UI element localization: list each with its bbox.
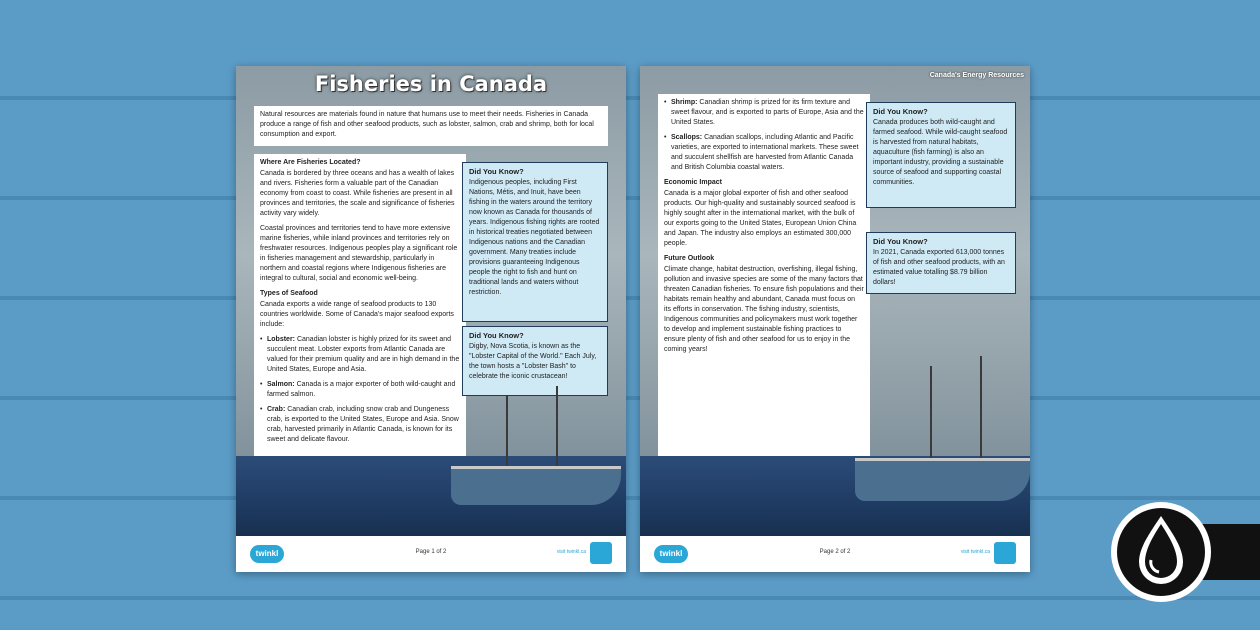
where-paragraph-2: Coastal provinces and territories tend to have more extensive marine fisheries, while inland provinces and territories rely on freshwater resources. Indigenous peoples play a significant role in fisheries management and stewardship, particularly in northern and coastal regions where Indigenous fisheries are integral to cultural, social and economic well-being. [260,225,458,282]
bullet-label: Shrimp: [671,99,698,106]
where-paragraph-1: Canada is bordered by three oceans and has a wealth of lakes and rivers. Fisheries form a valuable part of the Canadian economy from coast to coast. While fisheries are present in all provinces and territories, the scale and significance of fisheries activity vary widely. [260,170,455,217]
future-heading: Future Outlook [664,255,715,262]
types-paragraph: Canada exports a wide range of seafood products to 130 countries worldwide. Some of Canada's major seafood exports include: [260,301,454,328]
bullet-scallops [664,133,864,173]
future-paragraph: Climate change, habitat destruction, overfishing, illegal fishing, pollution and invasive species are some of the many factors that threaten Canadian fisheries. To ensure fish populations and their habitats remain healthy and abundant, Canada must focus on its efforts in conservation. The fishing industry, scientists, Indigenous communities and policymakers must work together to develop and implement sustainable fishing practices to ensure plenty of fish and other seafood for us to enjoy in the coming years! [664,266,864,353]
worksheet-page-1 [236,66,626,572]
bullet-lobster [260,335,460,375]
did-you-know-box-1 [462,162,608,322]
dyk-heading: Did You Know? [873,107,928,116]
page-number: Page 1 of 2 [415,549,447,555]
bullet-label: Scallops: [671,134,703,141]
did-you-know-box-1 [866,102,1016,208]
page-footer [236,536,626,572]
ship-mast [556,386,558,476]
dyk-text: Canada produces both wild-caught and farmed seafood. While wild-caught seafood is harvested from natural habitats, aquaculture (fish farming) is also an important industry, providing a sustainable source of seafood and supporting coastal communities. [873,119,1008,186]
badge-icon [590,542,612,564]
oil-drop-icon [1111,502,1211,602]
did-you-know-box-2 [462,326,608,396]
dyk-text: Digby, Nova Scotia, is known as the "Lobster Capital of the World." Each July, the town hosts a "Lobster Bash" to celebrate the iconic crustacean! [469,343,597,380]
page-title: Fisheries in Canada [314,72,548,96]
dyk-heading: Did You Know? [469,167,524,176]
page-footer [640,536,1030,572]
bullet-crab [260,405,460,445]
bullet-text: Canadian lobster is highly prized for its sweet and succulent meat. Lobster exports from Atlantic Canada are valued for their premium quality and are in high demand in the United States, Europe and Asia. [267,336,460,373]
page-number: Page 2 of 2 [819,549,851,555]
did-you-know-box-2 [866,232,1016,294]
site-link: visit twinkl.ca [556,549,586,555]
dyk-text: Indigenous peoples, including First Nations, Métis, and Inuit, have been fishing in the waters around the territory now known as Canada for thousands of years. Indigenous fishing rights are rooted in historical treaties negotiated between Indigenous nations and the Canadian government. Many treaties include provisions guaranteeing Indigenous people the right to fish and hunt on traditional lands and waters without restriction. [469,179,600,296]
twinkl-logo: twinkl [654,545,688,563]
bullet-text: Canadian scallops, including Atlantic and Pacific varieties, are exported to international markets. These sweet and succulent shellfish are harvested from Atlantic Canada and British Columbia coastal waters. [671,134,859,171]
types-heading: Types of Seafood [260,290,318,297]
header-tag: Canada's Energy Resources [929,72,1024,79]
bullet-label: Salmon: [267,381,295,388]
ship-mast [930,366,932,466]
ship-mast [980,356,982,466]
bullet-text: Canada is a major exporter of both wild-caught and farmed salmon. [267,381,456,398]
economic-heading: Economic Impact [664,179,722,186]
bullet-label: Crab: [267,406,286,413]
fishing-boat-illustration [855,458,1030,501]
intro-box [254,106,608,146]
twinkl-logo: twinkl [250,545,284,563]
intro-text: Natural resources are materials found in nature that humans use to meet their needs. Fisheries in Canada produce a range of fish and other seafood products, such as lobster, salmon, crab and shrimp, both for local consumption and export. [260,111,594,138]
bullet-text: Canadian crab, including snow crab and Dungeness crab, is exported to the United States, Europe and Asia. Snow crab, harvested primarily in Atlantic Canada, is known for its sweet and delicate flavour. [267,406,459,443]
ship-mast [506,396,508,476]
main-text-box [658,94,870,484]
dyk-heading: Did You Know? [469,331,524,340]
bullet-shrimp [664,98,864,128]
where-heading: Where Are Fisheries Located? [260,159,361,166]
economic-paragraph: Canada is a major global exporter of fish and other seafood products. Our high-quality and sustainably sourced seafood is highly sought after in the international market, with the bulk of our exports going to the United States, European Union China and Japan. The industry also employs an estimated 300,000 people. [664,190,857,247]
dyk-heading: Did You Know? [873,237,928,246]
fishing-boat-illustration [451,466,621,505]
bullet-label: Lobster: [267,336,295,343]
worksheet-page-2 [640,66,1030,572]
bullet-salmon [260,380,460,400]
badge-icon [994,542,1016,564]
dyk-text: In 2021, Canada exported 613,000 tonnes of fish and other seafood products, with an estimated value totalling $8.79 billion dollars! [873,249,1005,286]
bullet-text: Canadian shrimp is prized for its firm texture and sweet flavour, and is exported to parts of Europe, Asia and the United States. [671,99,864,126]
site-link: visit twinkl.ca [960,549,990,555]
